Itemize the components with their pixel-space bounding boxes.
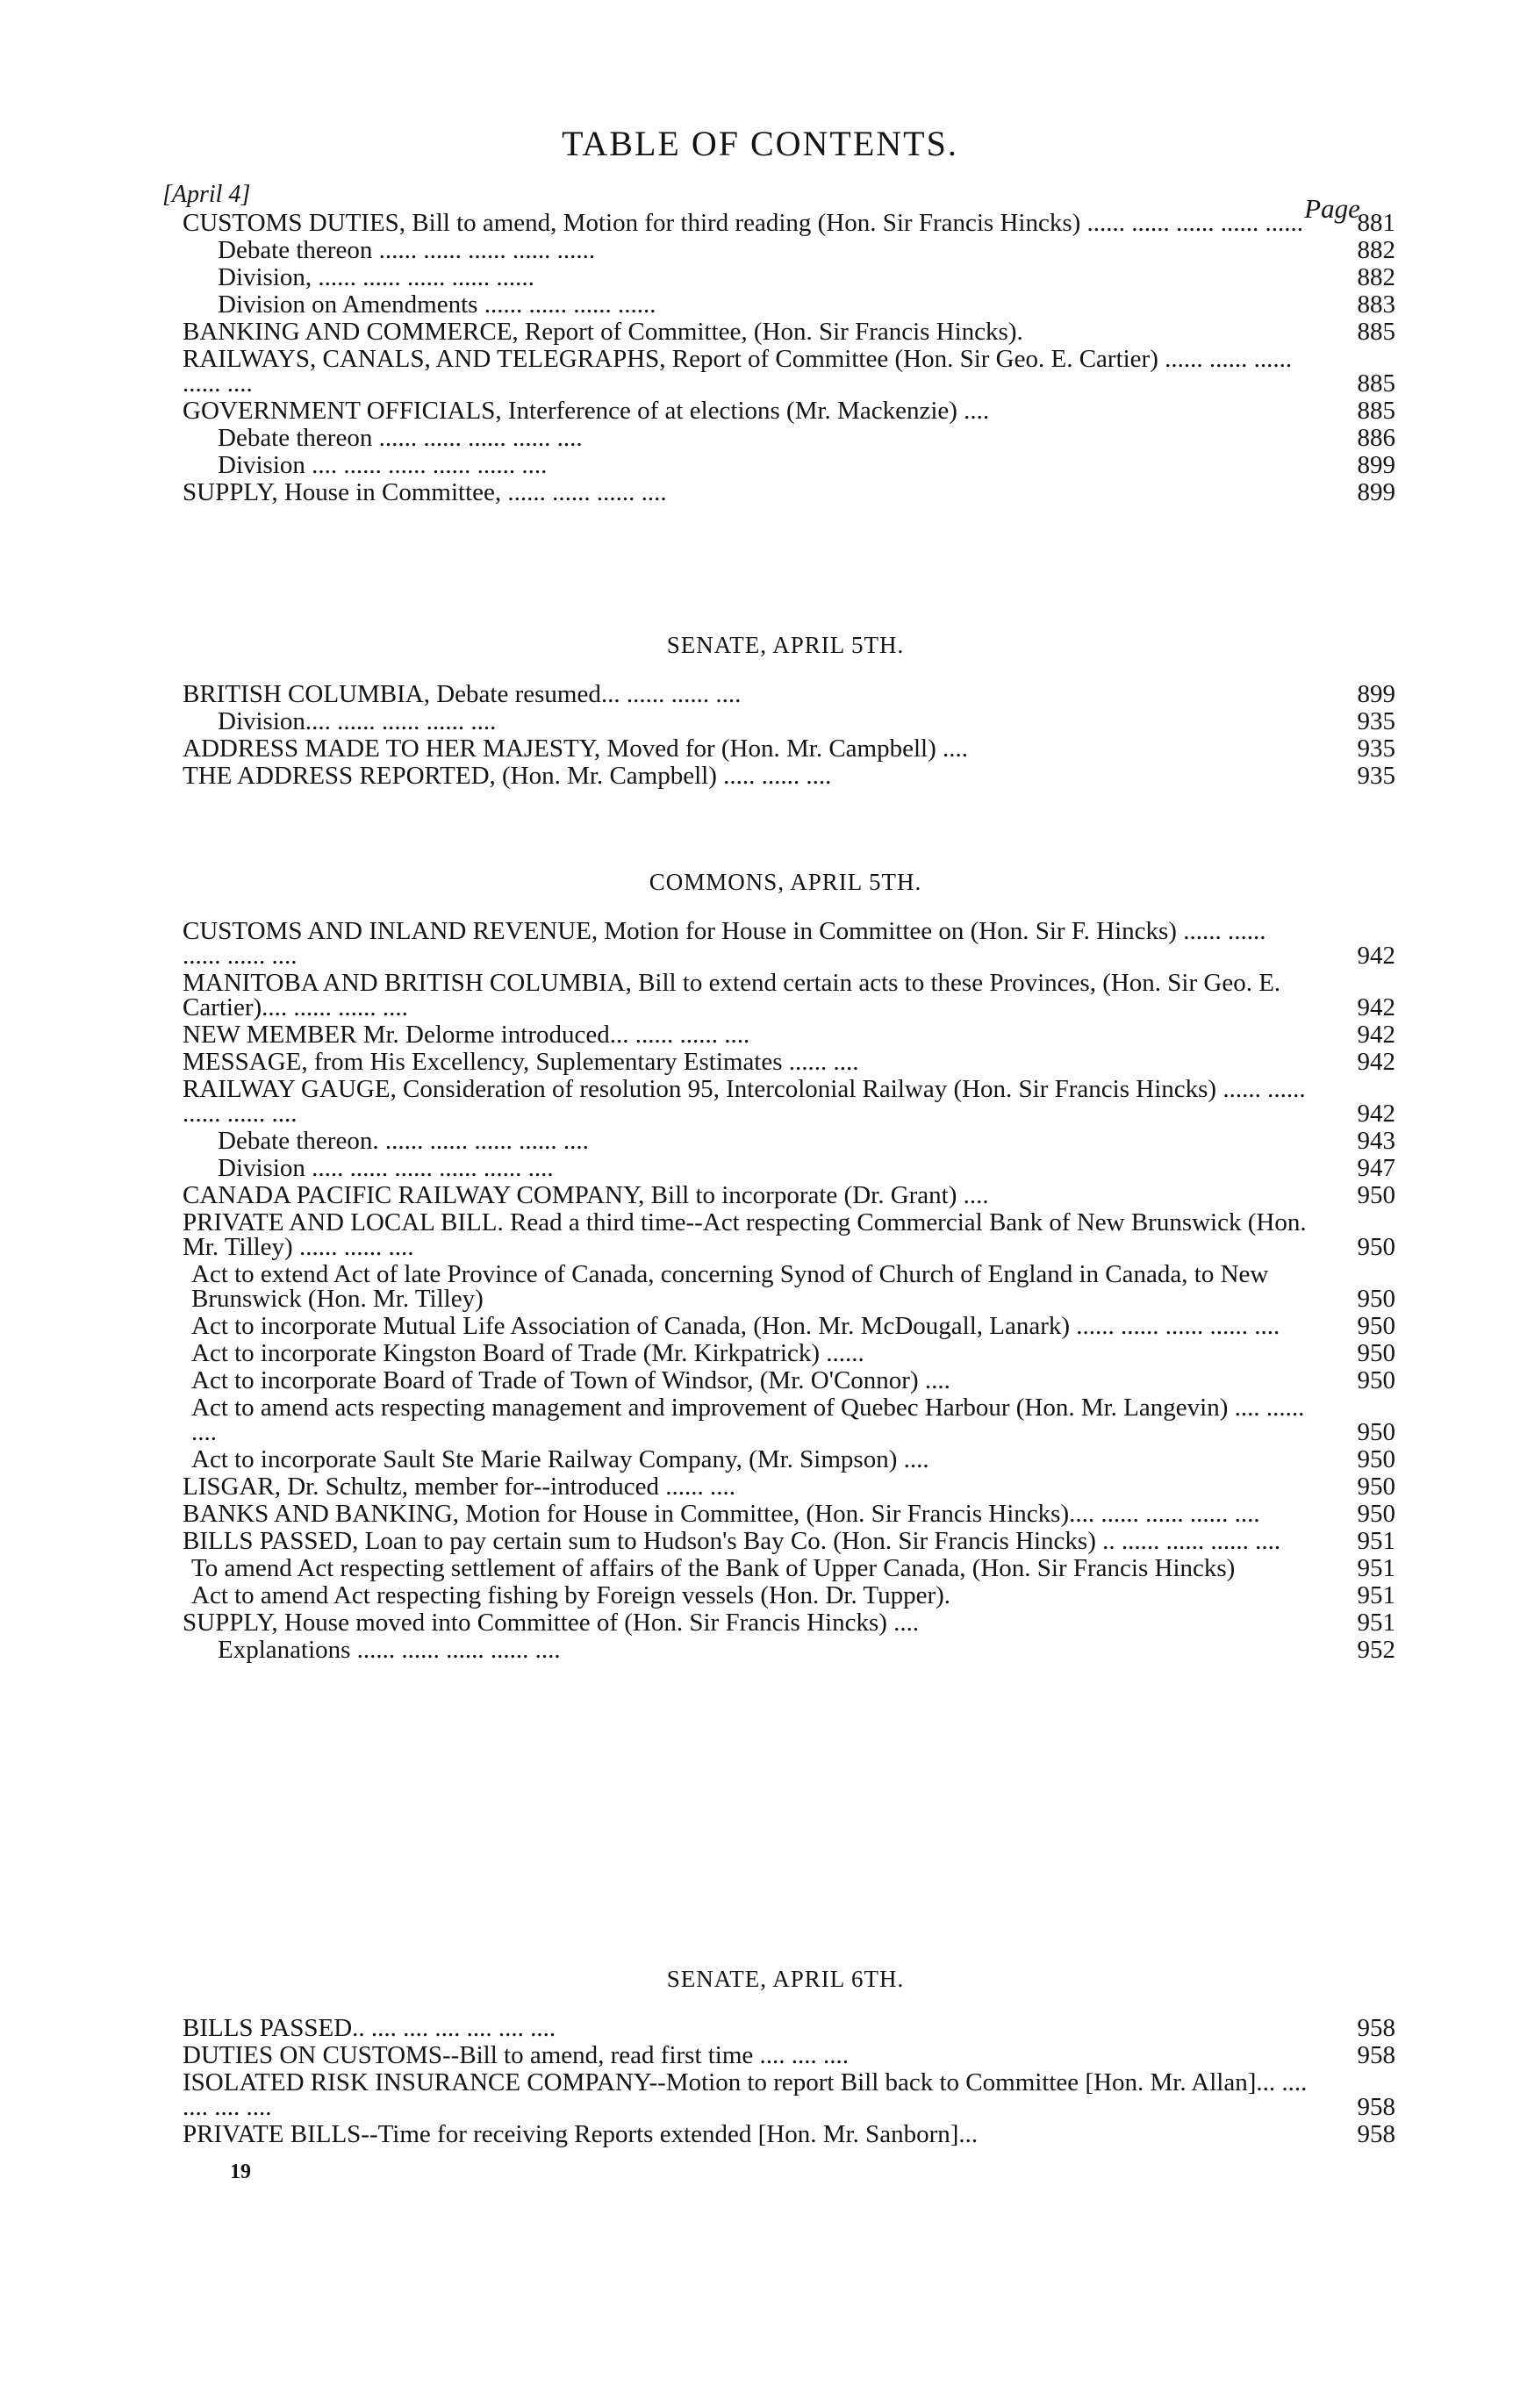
toc-entry-page-number: 882 [1357, 263, 1395, 291]
toc-entry-text: CUSTOMS DUTIES, Bill to amend, Motion for third reading (Hon. Sir Francis Hincks) ...... ...... ...... ...... ...... [183, 209, 1304, 237]
toc-entry-text: Act to amend acts respecting management and improvement of Quebec Harbour (Hon. Mr. Langevin) .... ...... .... [191, 1394, 1305, 1446]
toc-entry-page-number: 899 [1357, 478, 1395, 506]
toc-entry [114, 1610, 1395, 1638]
toc-entry-page-number: 958 [1357, 2093, 1395, 2121]
toc-entry-page-number: 942 [1357, 1021, 1395, 1049]
toc-entry [114, 1447, 1395, 1474]
toc-entry [114, 1050, 1395, 1077]
toc-entry [114, 265, 1395, 292]
footer-page-number: 19 [230, 2161, 251, 2183]
toc-entry-page-number: 942 [1357, 1048, 1395, 1076]
toc-entry-text: ISOLATED RISK INSURANCE COMPANY--Motion to report Bill back to Committee [Hon. Mr. Allan]... .... .... .... .... [183, 2068, 1308, 2121]
toc-entry [114, 1210, 1395, 1262]
toc-entry-page-number: 951 [1357, 1554, 1395, 1582]
toc-entry [114, 453, 1395, 480]
toc-entry-text: Division.... ...... ...... ...... .... [218, 707, 497, 735]
toc-entry [114, 1077, 1395, 1129]
toc-entry-page-number: 951 [1357, 1581, 1395, 1609]
toc-entry-text: ADDRESS MADE TO HER MAJESTY, Moved for (Hon. Mr. Campbell) .... [183, 735, 968, 763]
toc-entry-page-number: 947 [1357, 1154, 1395, 1182]
section-heading: SENATE, APRIL 5TH. [666, 632, 905, 658]
toc-entry-text: Division on Amendments ...... ...... ...... ...... [218, 290, 656, 319]
toc-entry-page-number: 935 [1357, 735, 1395, 763]
toc-entry [114, 292, 1395, 319]
toc-entry [114, 736, 1395, 763]
toc-entry-page-number: 885 [1357, 397, 1395, 425]
toc-entry [114, 682, 1395, 709]
toc-entry-text: DUTIES ON CUSTOMS--Bill to amend, read first time .... .... .... [183, 2041, 850, 2069]
toc-entry-page-number: 951 [1357, 1609, 1395, 1637]
toc-entry [114, 238, 1395, 265]
toc-entry-page-number: 950 [1357, 1233, 1395, 1261]
toc-entry-page-number: 899 [1357, 451, 1395, 479]
toc-entry [114, 398, 1395, 426]
toc-entry-text: PRIVATE BILLS--Time for receiving Reports extended [Hon. Mr. Sanborn]... [183, 2120, 979, 2148]
toc-entry [114, 1529, 1395, 1556]
toc-entry-text: LISGAR, Dr. Schultz, member for--introduced ...... .... [183, 1473, 736, 1501]
toc-entry-page-number: 881 [1357, 209, 1395, 237]
toc-entry [114, 1501, 1395, 1529]
toc-entry [114, 1341, 1395, 1368]
toc-entry-page-number: 943 [1357, 1127, 1395, 1155]
section-heading: COMMONS, APRIL 5TH. [649, 869, 922, 895]
toc-entry-page-number: 950 [1357, 1285, 1395, 1313]
toc-entry-page-number: 950 [1357, 1181, 1395, 1209]
toc-entry-text: Division, ...... ...... ...... ...... ...... [218, 263, 534, 291]
toc-entry-text: GOVERNMENT OFFICIALS, Interference of at elections (Mr. Mackenzie) .... [183, 397, 990, 425]
toc-entry [114, 1314, 1395, 1341]
toc-entry-page-number: 950 [1357, 1312, 1395, 1340]
toc-section-senate-april-6 [114, 1966, 1395, 2149]
toc-entry [114, 1368, 1395, 1395]
toc-entry [114, 2043, 1395, 2070]
toc-entry [114, 919, 1395, 971]
toc-entry-page-number: 899 [1357, 680, 1395, 708]
toc-entry-page-number: 885 [1357, 369, 1395, 398]
toc-entry-page-number: 886 [1357, 424, 1395, 452]
toc-entry-page-number: 958 [1357, 2041, 1395, 2069]
toc-entries [114, 211, 1395, 507]
toc-entry [114, 1395, 1395, 1447]
page-title: TABLE OF CONTENTS. [562, 124, 958, 163]
toc-entry-text: MESSAGE, from His Excellency, Suplementary Estimates ...... .... [183, 1048, 859, 1076]
toc-entry [114, 347, 1395, 398]
toc-entry-text: BILLS PASSED, Loan to pay certain sum to Hudson's Bay Co. (Hon. Sir Francis Hincks) .. ...... ...... ...... .... [183, 1527, 1281, 1555]
date-note: [April 4] [162, 181, 251, 208]
toc-entry-text: Division ..... ...... ...... ...... ...... .... [218, 1154, 554, 1182]
toc-entry-text: Division .... ...... ...... ...... ...... .... [218, 451, 548, 479]
toc-entry [114, 2122, 1395, 2149]
toc-entry-page-number: 885 [1357, 318, 1395, 346]
toc-entry [114, 1556, 1395, 1583]
toc-entry-page-number: 958 [1357, 2120, 1395, 2148]
toc-entry-page-number: 950 [1357, 1445, 1395, 1473]
toc-entry [114, 1474, 1395, 1501]
toc-entry-text: RAILWAY GAUGE, Consideration of resolution 95, Intercolonial Railway (Hon. Sir Francis Hincks) ...... ...... ...... ...... .... [183, 1075, 1306, 1128]
toc-entry [114, 971, 1395, 1022]
toc-entry-page-number: 950 [1357, 1418, 1395, 1446]
toc-entry-text: BRITISH COLUMBIA, Debate resumed... ...... ...... .... [183, 680, 742, 708]
toc-entry-page-number: 958 [1357, 2014, 1395, 2042]
section-heading: SENATE, APRIL 6TH. [666, 1966, 905, 1992]
toc-entry-text: Act to amend Act respecting fishing by Foreign vessels (Hon. Dr. Tupper). [191, 1581, 951, 1609]
toc-entry [114, 1583, 1395, 1610]
toc-entry [114, 1129, 1395, 1156]
toc-section-senate-april-5 [114, 632, 1395, 791]
toc-entry-page-number: 950 [1357, 1366, 1395, 1394]
toc-entry-page-number: 942 [1357, 1100, 1395, 1128]
toc-entry [114, 480, 1395, 507]
toc-entry-text: RAILWAYS, CANALS, AND TELEGRAPHS, Report of Committee (Hon. Sir Geo. E. Cartier) ...... ...... ...... ...... .... [183, 345, 1293, 398]
toc-entry-text: BANKING AND COMMERCE, Report of Committee, (Hon. Sir Francis Hincks). [183, 318, 1023, 346]
toc-entry-page-number: 950 [1357, 1473, 1395, 1501]
toc-entry [114, 1638, 1395, 1665]
toc-entry-page-number: 883 [1357, 290, 1395, 319]
toc-entry [114, 2016, 1395, 2043]
toc-entry [114, 709, 1395, 736]
toc-entry-page-number: 935 [1357, 707, 1395, 735]
toc-entry-text: MANITOBA AND BRITISH COLUMBIA, Bill to extend certain acts to these Provinces, (Hon. Sir Geo. E. Cartier).... ...... ...... .... [183, 969, 1281, 1021]
toc-entry-text: Act to incorporate Board of Trade of Town of Windsor, (Mr. O'Connor) .... [191, 1366, 950, 1394]
toc-entries [114, 682, 1395, 791]
toc-entry-text: Debate thereon ...... ...... ...... ...... .... [218, 424, 583, 452]
page-column-label: Page [1304, 193, 1360, 224]
toc-entries [114, 2016, 1395, 2149]
toc-entry-text: Debate thereon. ...... ...... ...... ...... .... [218, 1127, 589, 1155]
toc-entry [114, 1262, 1395, 1314]
toc-entry-text: To amend Act respecting settlement of affairs of the Bank of Upper Canada, (Hon. Sir Francis Hincks) [191, 1554, 1236, 1582]
toc-entry-page-number: 951 [1357, 1527, 1395, 1555]
toc-entry [114, 426, 1395, 453]
toc-entry [114, 1183, 1395, 1210]
toc-entry-text: NEW MEMBER Mr. Delorme introduced... ...... ...... .... [183, 1021, 750, 1049]
toc-entries [114, 919, 1395, 1665]
toc-entry-text: CANADA PACIFIC RAILWAY COMPANY, Bill to incorporate (Dr. Grant) .... [183, 1181, 989, 1209]
toc-entry-page-number: 935 [1357, 762, 1395, 790]
toc-entry-page-number: 952 [1357, 1636, 1395, 1664]
toc-entry-page-number: 942 [1357, 942, 1395, 970]
toc-entry [114, 763, 1395, 791]
toc-entry-text: SUPPLY, House in Committee, ...... ...... ...... .... [183, 478, 667, 506]
toc-entry-text: SUPPLY, House moved into Committee of (Hon. Sir Francis Hincks) .... [183, 1609, 920, 1637]
toc-section-april-4 [114, 181, 1395, 507]
toc-entry-text: Act to incorporate Mutual Life Association of Canada, (Hon. Mr. McDougall, Lanark) ...... ...... ...... ...... .... [191, 1312, 1280, 1340]
toc-entry [114, 319, 1395, 347]
toc-entry-page-number: 882 [1357, 236, 1395, 264]
toc-entry [114, 211, 1395, 238]
toc-entry-text: Act to incorporate Kingston Board of Trade (Mr. Kirkpatrick) ...... [191, 1339, 864, 1367]
toc-entry-text: CUSTOMS AND INLAND REVENUE, Motion for House in Committee on (Hon. Sir F. Hincks) ...... ...... ...... ...... .... [183, 917, 1266, 970]
toc-entry-text: Act to extend Act of late Province of Canada, concerning Synod of Church of England in Canada, to New Brunswick (Hon. Mr. Tilley) [191, 1260, 1269, 1313]
toc-entry-page-number: 950 [1357, 1339, 1395, 1367]
toc-entry-page-number: 950 [1357, 1500, 1395, 1528]
toc-entry-text: Act to incorporate Sault Ste Marie Railway Company, (Mr. Simpson) .... [191, 1445, 929, 1473]
toc-entry-text: BILLS PASSED.. .... .... .... .... .... .... [183, 2014, 556, 2042]
toc-entry [114, 1022, 1395, 1050]
toc-entry-text: BANKS AND BANKING, Motion for House in Committee, (Hon. Sir Francis Hincks).... ...... ...... ...... .... [183, 1500, 1260, 1528]
toc-entry-text: Debate thereon ...... ...... ...... ...... ...... [218, 236, 596, 264]
toc-entry-page-number: 942 [1357, 993, 1395, 1021]
toc-entry-text: PRIVATE AND LOCAL BILL. Read a third time--Act respecting Commercial Bank of New Brunswick (Hon. Mr. Tilley) ...... ...... .... [183, 1208, 1307, 1261]
toc-entry-text: Explanations ...... ...... ...... ...... .... [218, 1636, 561, 1664]
toc-section-commons-april-5 [114, 869, 1395, 1665]
toc-entry-text: THE ADDRESS REPORTED, (Hon. Mr. Campbell) ..... ...... .... [183, 762, 832, 790]
toc-entry [114, 2070, 1395, 2122]
toc-entry [114, 1156, 1395, 1183]
